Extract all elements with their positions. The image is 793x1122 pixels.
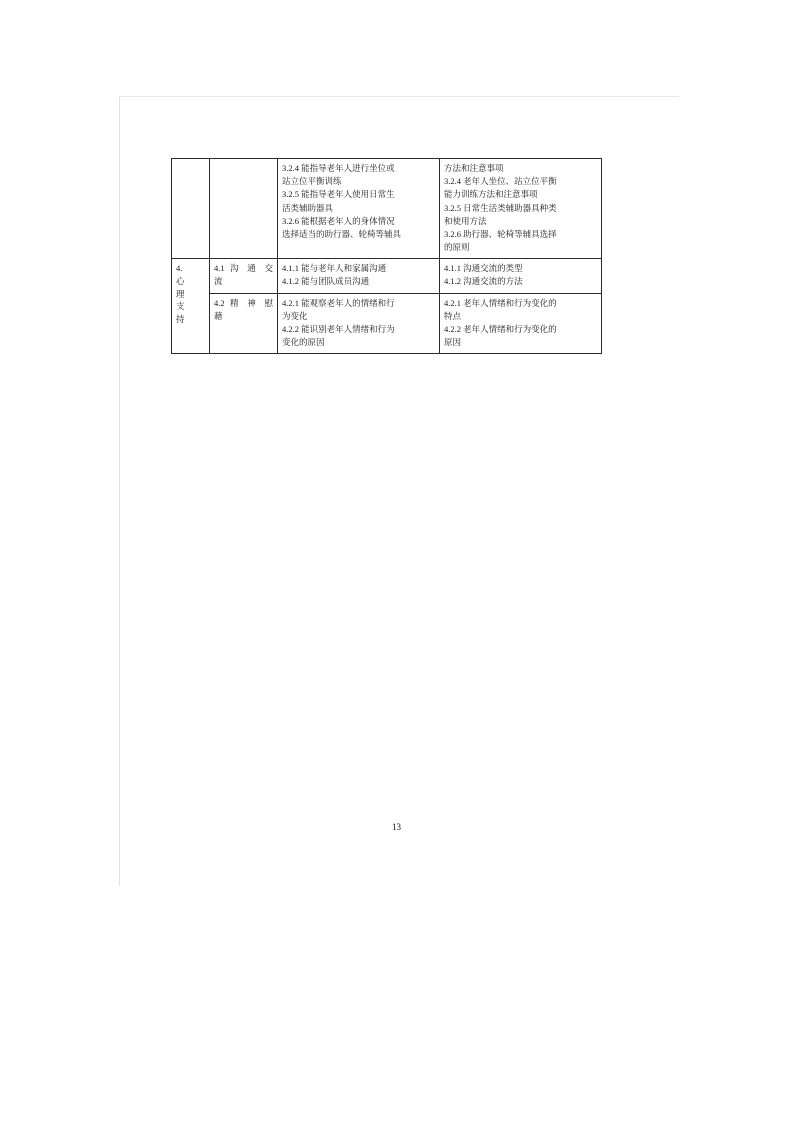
module-char: 支 — [176, 301, 185, 312]
scan-frame-left-edge — [119, 96, 120, 886]
ability-line: 站立位平衡训练 — [282, 176, 342, 187]
submodule-line: 流 — [214, 276, 223, 287]
ability-line: 4.2.1 能观察老年人的情绪和行 — [282, 297, 395, 308]
ability-requirements-cell — [278, 293, 440, 354]
knowledge-requirements-cell — [440, 293, 602, 354]
module-cell-psychological-support — [172, 259, 210, 354]
skills-matrix-table — [171, 158, 602, 354]
ability-line: 4.1.2 能与团队成员沟通 — [282, 276, 370, 287]
submodule-line: 4.1 沟 通 交 — [214, 263, 273, 274]
knowledge-line: 3.2.6 助行器、轮椅等辅具选择 — [444, 228, 557, 239]
table-row — [172, 159, 602, 259]
module-char: 持 — [176, 314, 185, 325]
ability-line: 3.2.6 能根据老年人的身体情况 — [282, 215, 395, 226]
knowledge-line: 原因 — [444, 337, 462, 348]
knowledge-requirements-cell — [440, 259, 602, 293]
knowledge-line: 4.2.1 老年人情绪和行为变化的 — [444, 297, 557, 308]
ability-requirements-cell — [278, 259, 440, 293]
submodule-line: 藉 — [214, 310, 223, 321]
knowledge-line: 能力训练方法和注意事项 — [444, 189, 538, 200]
knowledge-requirements-cell — [440, 159, 602, 259]
submodule-cell-communication — [210, 259, 278, 293]
page-number: 13 — [392, 822, 401, 832]
table-row — [172, 259, 602, 293]
knowledge-line: 的原则 — [444, 242, 470, 253]
knowledge-line: 4.2.2 老年人情绪和行为变化的 — [444, 323, 557, 334]
ability-line: 选择适当的助行器、轮椅等辅具 — [282, 228, 402, 239]
skills-matrix-table-wrapper — [171, 158, 601, 354]
ability-requirements-cell — [278, 159, 440, 259]
module-char: 心 — [176, 275, 185, 286]
knowledge-line: 方法和注意事项 — [444, 163, 504, 173]
knowledge-line: 3.2.4 老年人坐位、站立位平衡 — [444, 176, 557, 187]
knowledge-line: 4.1.1 沟通交流的类型 — [444, 263, 523, 274]
knowledge-line: 4.1.2 沟通交流的方法 — [444, 276, 523, 287]
table-row — [172, 293, 602, 354]
knowledge-line: 和使用方法 — [444, 215, 487, 226]
submodule-cell-continued — [210, 159, 278, 259]
ability-line: 4.1.1 能与老年人和家属沟通 — [282, 263, 387, 274]
module-cell-continued — [172, 159, 210, 259]
ability-line: 活类辅助器具 — [282, 202, 334, 213]
ability-line: 3.2.5 能指导老年人使用日常生 — [282, 189, 395, 200]
submodule-cell-spiritual-comfort — [210, 293, 278, 354]
ability-line: 变化的原因 — [282, 337, 325, 348]
knowledge-line: 特点 — [444, 310, 462, 321]
ability-line: 为变化 — [282, 310, 308, 321]
scan-frame-top-edge — [119, 96, 679, 97]
knowledge-line: 3.2.5 日常生活类辅助器具种类 — [444, 202, 557, 213]
ability-line: 3.2.4 能指导老年人进行坐位或 — [282, 163, 395, 173]
module-char: 理 — [176, 288, 185, 299]
ability-line: 4.2.2 能识别老年人情绪和行为 — [282, 323, 395, 334]
submodule-line: 4.2 精 神 慰 — [214, 297, 273, 308]
module-char: 4. — [176, 263, 183, 274]
